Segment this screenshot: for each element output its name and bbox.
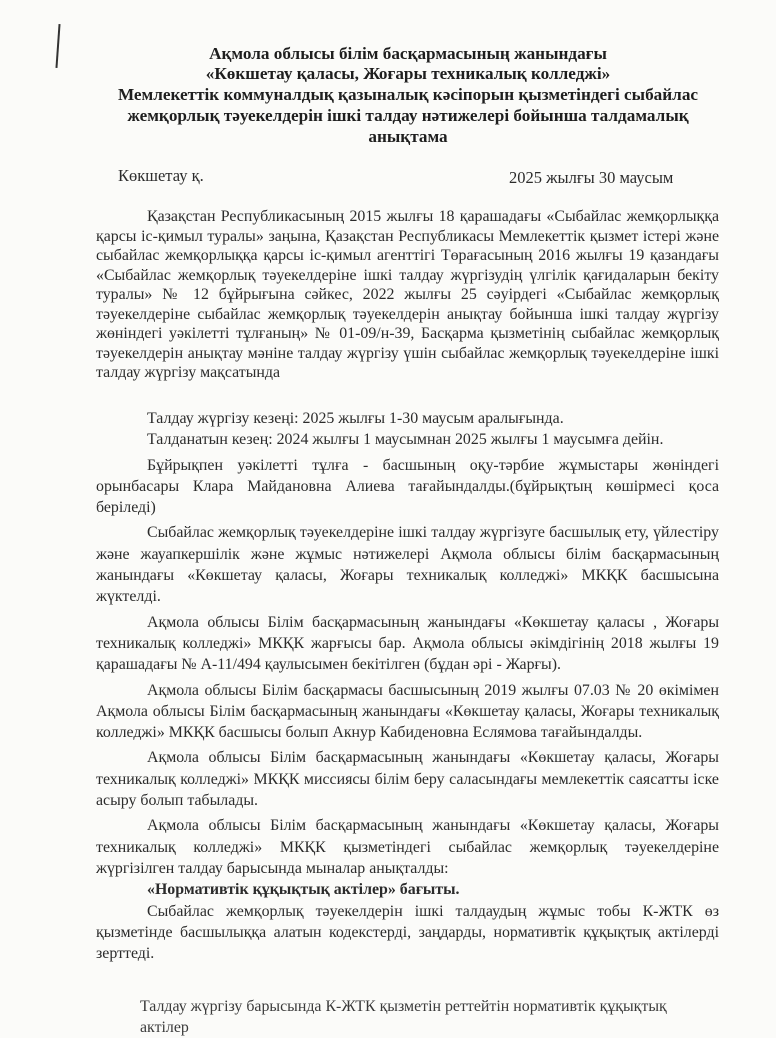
paragraph-mission: Ақмола облысы Білім басқармасының жанындағы «Көкшетау қаласы, Жоғары техникалық колледжі» МКҚК миссиясы білім беру саласындағы мемлекеттік саясатты іске асыру болып табылады. bbox=[96, 749, 719, 810]
paragraph-findings-intro: Ақмола облысы Білім басқармасының жанындағы «Көкшетау қаласы, Жоғары техникалық колледжі» МКҚК қызметіндегі сыбайлас жемқорлық тәуекелдеріне жүргізілген талдау барысында мыналар анықталды: bbox=[96, 817, 719, 877]
paragraph-responsibility: Сыбайлас жемқорлық тәуекелдеріне ішкі талдау жүргізуге басшылық ету, үйлестіру және жауапкершілік және жұмыс нәтижелері Ақмола облысы білім басқармасының жанындағы «Көкшетау қаласы, Жоғары техникалық колледжі» МКҚК басшысына жүктелді. bbox=[96, 524, 719, 606]
paragraph-legal-basis bbox=[96, 207, 719, 383]
title-line-3: Мемлекеттік коммуналдық қазыналық кәсіпорын қызметіндегі сыбайлас bbox=[117, 85, 699, 104]
paragraph-analysed-period: Талданатын кезең: 2024 жылғы 1 маусымнан 2025 жылғы 1 маусымға дейін. bbox=[147, 431, 664, 449]
title-line-4: жемқорлық тәуекелдерін ішкі талдау нәтижелері бойынша талдамалық bbox=[127, 106, 689, 125]
paragraph-charter: Ақмола облысы Білім басқармасының жанындағы «Көкшетау қаласы , Жоғары техникалық колледжі» МКҚК жарғысы бар. Ақмола облысы әкімдігінің 2018 жылғы 19 қарашадағы № А-11/494 қаулысымен бекітілген (бұдан әрі - Жарғы). bbox=[96, 613, 719, 674]
document-place: Көкшетау қ. bbox=[118, 166, 204, 185]
paragraph-authorized-person: Бұйрықпен уәкілетті тұлға - басшының оқу-тәрбие жұмыстары жөніндегі орынбасары Клара Майдановна Алиева тағайындалды.(бұйрықтың көшірмесі қоса беріледі) bbox=[96, 456, 719, 517]
document-date: 2025 жылғы 30 маусым bbox=[509, 168, 674, 187]
section-heading-normative-acts: «Нормативтік құқықтық актілер» бағыты. bbox=[147, 881, 460, 899]
paragraph-working-group: Сыбайлас жемқорлық тәуекелдерін ішкі талдаудың жұмыс тобы К-ЖТК өз қызметінде басшылыққа алатын кодекстерді, заңдарды, нормативтік құқықтық актілерді зерттеді. bbox=[96, 902, 719, 963]
paragraph-director-appointment: Ақмола облысы Білім басқармасы басшысының 2019 жылғы 07.03 № 20 өкімімен Ақмола облысы Білім басқармасының жанындағы «Көкшетау қаласы, Жоғары техникалық колледжі» МКҚК басшысы болып Акнур Кабиденовна Еслямова тағайындалды. bbox=[96, 681, 719, 742]
margin-pen-mark bbox=[55, 24, 60, 68]
title-line-5: анықтама bbox=[368, 127, 448, 146]
title-line-2: «Көкшетау қаласы, Жоғары техникалық колледжі» bbox=[205, 64, 611, 83]
body-main bbox=[96, 408, 719, 964]
title-line-1: Ақмола облысы білім басқармасының жанындағы bbox=[209, 44, 607, 63]
paragraph-text: Қазақстан Республикасының 2015 жылғы 18 қарашадағы «Сыбайлас жемқорлыққа қарсы іс-қимыл туралы» заңына, Қазақстан Республикасы Мемлекеттік қызмет істері және сыбайлас жемқорлыққа қарсы іс-қимыл агенттігі Төрағасының 2016 жылғы 19 қазандағы «Сыбайлас жемқорлық тәуекелдеріне ішкі талдау жүргізудің үлгілік қағидаларын бекіту туралы» № 12 бұйрығына сәйкес, 2022 жылғы 25 сәуірдегі «Сыбайлас жемқорлық тәуекелдеріне сыбайлас жемқорлық тәуекелдерін анықтау бойынша ішкі талдау жүргізу жөніндегі уәкілетті тұлғаның» № 01-09/н-39, Басқарма қызметінің сыбайлас жемқорлық тәуекелдерін анықтау мәніне талдау жүргізу үшін сыбайлас жемқорлық тәуекелдеріне ішкі талдау жүргізу мақсатында bbox=[96, 208, 719, 381]
paragraph-cut-off: Талдау жүргізу барысында К-ЖТК қызметін реттейтін нормативтік құқықтық актілер bbox=[140, 998, 667, 1036]
paragraph-analysis-period: Талдау жүргізу кезеңі: 2025 жылғы 1-30 маусым аралығында. bbox=[147, 410, 564, 427]
